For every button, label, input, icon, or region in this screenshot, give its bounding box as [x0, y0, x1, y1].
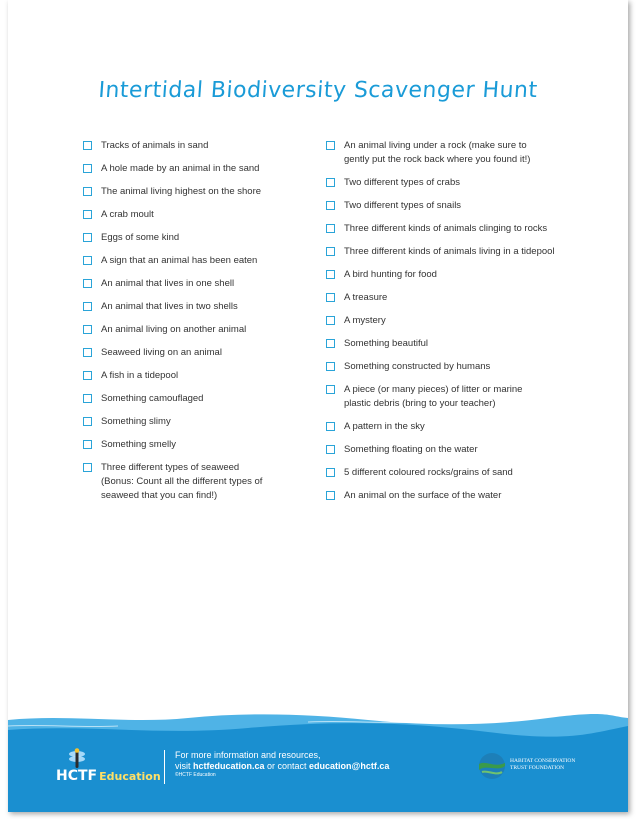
checkbox[interactable]: [83, 210, 92, 219]
checklist-item: [83, 369, 313, 383]
item-label: Three different kinds of animals living in a tidepool: [344, 246, 555, 257]
checklist-item: [326, 176, 576, 190]
footer-banner: [8, 712, 628, 812]
left-checklist: [83, 139, 313, 503]
checklist-item: [83, 300, 313, 314]
checklist-item: [326, 420, 576, 434]
checklist-item: [83, 254, 313, 268]
item-label: Three different types of seaweed (Bonus: Count all the different types of seaweed that you can find!): [101, 462, 263, 501]
checklist-item: [83, 185, 313, 199]
footer-divider: [164, 750, 165, 784]
info-line-1: For more information and resources,: [175, 750, 321, 760]
dragonfly-icon: [64, 748, 90, 770]
item-label: A bird hunting for food: [344, 269, 437, 280]
item-label: Something beautiful: [344, 338, 428, 349]
checkbox[interactable]: [83, 394, 92, 403]
checklist-item: [326, 360, 576, 374]
checkbox[interactable]: [326, 385, 335, 394]
item-label: The animal living highest on the shore: [101, 186, 262, 197]
checkbox[interactable]: [326, 445, 335, 454]
checkbox[interactable]: [83, 164, 92, 173]
checkbox[interactable]: [326, 141, 335, 150]
checkbox[interactable]: [83, 348, 92, 357]
habitat-trust-logo: [478, 752, 588, 780]
checkbox[interactable]: [326, 178, 335, 187]
checkbox[interactable]: [83, 141, 92, 150]
info-line-2: visit hctfeducation.ca or contact education@hctf.ca: [175, 761, 390, 771]
checklist-item: [326, 489, 576, 503]
item-label: A pattern in the sky: [344, 421, 425, 432]
checklist-item: [83, 139, 313, 153]
checkbox[interactable]: [326, 422, 335, 431]
checklist-item: [83, 392, 313, 406]
org-name: HABITAT CONSERVATION TRUST FOUNDATION: [510, 758, 576, 771]
item-label: Eggs of some kind: [101, 232, 180, 243]
checkbox[interactable]: [83, 302, 92, 311]
item-label: Something smelly: [101, 439, 176, 450]
hctf-education-logo: [54, 748, 161, 792]
checkbox[interactable]: [83, 371, 92, 380]
checkbox[interactable]: [326, 270, 335, 279]
checklist-item: [83, 323, 313, 337]
page-title: Intertidal Biodiversity Scavenger Hunt: [97, 78, 539, 103]
checkbox[interactable]: [83, 463, 92, 472]
item-label: A piece (or many pieces) of litter or marine plastic debris (bring to your teacher): [344, 384, 523, 409]
contact-info: [175, 750, 389, 779]
item-label: Something camouflaged: [101, 393, 204, 404]
checkbox[interactable]: [326, 362, 335, 371]
checkbox[interactable]: [326, 316, 335, 325]
item-label: An animal that lives in one shell: [101, 278, 235, 289]
checklist-item: [83, 231, 313, 245]
checkbox[interactable]: [83, 325, 92, 334]
worksheet-page: [8, 0, 628, 812]
email-link[interactable]: education@hctf.ca: [309, 761, 390, 771]
checkbox[interactable]: [326, 247, 335, 256]
item-label: Seaweed living on an animal: [101, 347, 222, 358]
checklist-item: [83, 415, 313, 429]
checkbox[interactable]: [83, 417, 92, 426]
checklist-item: [83, 438, 313, 452]
item-label: Something floating on the water: [344, 444, 478, 455]
checkbox[interactable]: [326, 224, 335, 233]
item-label: A hole made by an animal in the sand: [101, 163, 260, 174]
item-label: 5 different coloured rocks/grains of sand: [344, 467, 513, 478]
checkbox[interactable]: [83, 256, 92, 265]
item-label: A mystery: [344, 315, 386, 326]
checklist-item: [326, 314, 576, 328]
item-label: Tracks of animals in sand: [101, 140, 209, 151]
checklist-item: [326, 466, 576, 480]
checklist-item: [326, 222, 576, 236]
checklist-item: [83, 208, 313, 222]
checkbox[interactable]: [326, 339, 335, 348]
checklist-item: [326, 139, 544, 167]
checklist-item: [326, 268, 576, 282]
item-label: Two different types of crabs: [344, 177, 460, 188]
item-label: A treasure: [344, 292, 388, 303]
item-label: An animal on the surface of the water: [344, 490, 502, 501]
globe-icon: [478, 752, 506, 780]
item-label: An animal that lives in two shells: [101, 301, 238, 312]
checklist-item: [326, 291, 576, 305]
checkbox[interactable]: [326, 468, 335, 477]
checkbox[interactable]: [83, 440, 92, 449]
checkbox[interactable]: [326, 491, 335, 500]
item-label: Two different types of snails: [344, 200, 462, 211]
item-label: Three different kinds of animals clinging to rocks: [344, 223, 548, 234]
checklist-item: [326, 245, 576, 259]
item-label: Something slimy: [101, 416, 171, 427]
checklist-item: [83, 346, 313, 360]
right-checklist: [326, 139, 576, 503]
item-label: A sign that an animal has been eaten: [101, 255, 258, 266]
item-label: A fish in a tidepool: [101, 370, 179, 381]
item-label: An animal living under a rock (make sure to gently put the rock back where you found it!): [344, 140, 531, 165]
item-label: A crab moult: [101, 209, 154, 220]
checklist-item: [83, 461, 266, 503]
checkbox[interactable]: [326, 293, 335, 302]
item-label: An animal living on another animal: [101, 324, 247, 335]
checkbox[interactable]: [83, 187, 92, 196]
logo-text: HCTF Education: [56, 768, 161, 784]
checklist-item: [326, 383, 544, 411]
checklist-item: [83, 162, 313, 176]
checklist-item: [326, 337, 576, 351]
website-link[interactable]: hctfeducation.ca: [193, 761, 265, 771]
copyright-text: ©HCTF Education: [175, 772, 216, 778]
checklist-item: [326, 443, 576, 457]
checklist-item: [83, 277, 313, 291]
checkbox[interactable]: [326, 201, 335, 210]
item-label: Something constructed by humans: [344, 361, 491, 372]
checkbox[interactable]: [83, 233, 92, 242]
checkbox[interactable]: [83, 279, 92, 288]
checklist-item: [326, 199, 576, 213]
